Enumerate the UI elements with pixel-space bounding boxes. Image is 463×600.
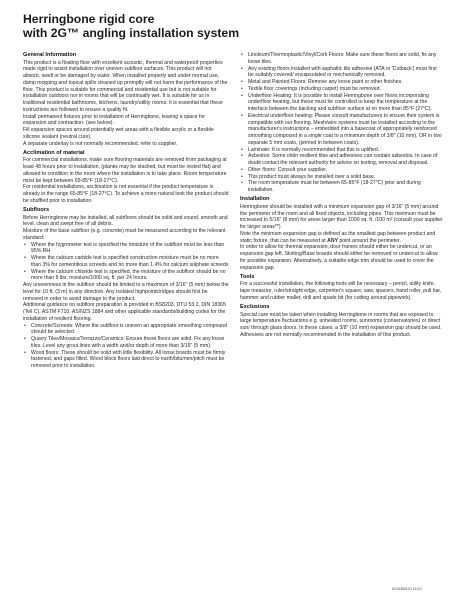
list-item: • This product must always be installed over a solid base. (240, 174, 443, 181)
list-item: • Wood floors: These should be solid with little flexibility. All loose boards must be firmly fastened, and gaps filled. Wood block floors laid direct to earth/bitumen/pitch must be removed prior to installation. (23, 350, 229, 370)
acclimation-para: For commercial installations, make sure flooring materials are removed from packaging at least 48 hours prior to installation, (planks may be stacked, but must be rested flat) and allowed to condition in the room where the installation is to take place. Room temperature must be kept between 65-85°F (18-27°C). (23, 157, 227, 184)
exclusions-heading: Exclusions (240, 304, 270, 310)
general-para: Fill expansion spaces around potentially wet areas with a flexible acrylic or a flexible silicone sealant (neutral cure). (23, 127, 214, 140)
list-item: • Where the hygrometer test is specified the moisture of the subfloor must be less than 95% RH (23, 242, 229, 256)
list-item: • Metal and Painted Floors: Remove any loose paint or other finishes. (240, 79, 443, 86)
subfloors-intro: Before Herringbone may be installed, all subfloors should be solid and sound, smooth and level, clean and swept free of all debris. (23, 214, 228, 228)
list-item: • Where the calcium chloride test is specified, the moisture of the subfloor should be no more than 8 lbs. moisture/1000 sq. ft. per 24 hours. (23, 269, 229, 283)
list-item: • Asbestos: Some older resilient tiles and adhesives can contain asbestos. In case of doubt contact the relevant authority for advice on testing, removal and disposal. (240, 153, 443, 167)
general-para: This product is a floating floor with excellent acoustic, thermal and waterproof properties made rigid to assist installation over uneven subfloor surfaces. This product will not absorb, swell or be damaged by water. When installed properly and under normal use, damp mopping and topical spills cleaned up promptly will not harm the performance of the floor. This product is suitable for commercial and residential use but is not suitable for installation outdoors nor in rooms that will be continually wet. It is suitable for us in traditional residential bathrooms, kitchens, laundry/utility rooms. It is essential that these instructions are followed to ensure a quality fit. (23, 59, 228, 113)
subfloors-moisture: Moisture of the base subfloor (e.g. concrete) must be measured according to the relevant standard: (23, 228, 226, 241)
title-line-2: with 2G™ angling installation system (23, 26, 240, 40)
moisture-list (23, 242, 229, 283)
right-column (240, 52, 443, 339)
installation-note-text: point around the perimeter. (338, 237, 401, 244)
left-column (23, 52, 229, 370)
tools-para: For a successful installation, the following tools will be necessary – pencil, utility knife, tape measure, ruler/straight edge, carpenter's square, saw, spacers, hand roller, pull bar, hammer and rubber mallet, drill and spade bit (for cutting around pipework). (240, 281, 442, 301)
list-item: • Any existing floors installed with asphaltic tile adhesive (ATA or 'Cutback') must first be suitably covered/ encapsulated or mechanically removed. (240, 66, 443, 80)
document-code: K015350UO 11/19 (392, 587, 422, 591)
list-item: • Quarry Tiles/Mosaics/Terrazzo/Ceramics: Ensure these floors are solid. Fix any loose tiles. Level any grout lines with a width and/or depth of more than 3/16" (5 mm). (23, 336, 229, 350)
subfloors-heading: Subfloors (23, 207, 50, 213)
subfloor-types-list (23, 323, 229, 370)
general-heading: General Information (23, 52, 77, 58)
installation-para: In order to allow for thermal expansion, door frames should either be undercut, or an expansion gap left. Skirting/Base boards should either be removed or undercut to allow for possible expansion. Alternatively, a suitable edge trim should be used to cover the expansion gap. (240, 244, 438, 271)
list-item: • Textile floor coverings (including carpet) must be removed. (240, 86, 443, 93)
exclusions-para: Special care must be taken when installing Herringbone in rooms that are exposed to large temperature fluctuations e.g. unheated rooms, sunrooms (conservatories) or direct sun/ through glass doors. In these cases, a 3/8" (10 mm) expansion gap should be used. (240, 311, 442, 331)
list-item: • Other floors: Consult your supplier. (240, 167, 443, 174)
tools-heading: Tools (240, 273, 255, 280)
list-item: • Laminate: It is normally recommended that this is uplifted. (240, 147, 443, 154)
subfloors-guidance: Additional guidance on subfloor preparation is provided in BS8203, DTU 53.2, DIN 18365 (Teil C), ASTM F710, AS/NZS 1884 and other applicable standards/building codes for the installation of resilient flooring. (23, 302, 226, 322)
general-para: A separate underlay is not normally recommended, refer to supplier. (23, 140, 178, 147)
list-item: • The room temperature must be between 65-85°F (18-27°C) prior and during installation. (240, 180, 443, 194)
list-item: • Concrete/Screeds: Where the subfloor is uneven an appropriate smoothing compound should be selected. (23, 323, 229, 337)
title-line-1: Herringbone rigid core (23, 12, 155, 26)
installation-para: Herringbone should be installed with a minimum expansion gap of 3/16" (5 mm) around the perimeter of the room and all fixed objects, including pipes. This minimum must be increased to 5/16" (8 mm) for areas larger than 1000 sq. ft. /100 m² (consult your supplier for larger areas**) (240, 203, 443, 230)
subfloors-unevenness: Any unevenness in the subfloor should be limited to a maximum of 3/16" (5 mm) below the level for 10 ft. (3 m) in any direction. Any isolated highpoints/ridges should first be removed in order to avoid damage to the product. (23, 282, 229, 302)
list-item: • Linoleum/Thermoplastic/Vinyl/Cork Floors: Make sure these floors are solid, fix any loose tiles. (240, 52, 443, 66)
acclimation-heading: Acclimation of material (23, 149, 85, 156)
acclimation-para: For residential installations, acclimation is not essential if the product temperature is already in the range 65-85°F (18-27°C). To achieve a more natural look the product should be shuffled prior to installation. (23, 184, 229, 204)
general-para: Install permanent fixtures prior to installation of Herringbone, leaving a space for expansion and contraction. (see below). (23, 113, 206, 127)
list-item: • Electrical underfloor heating: Please consult manufacturers to ensure their system is compatible with our flooring. Mesh/wire systems must be installed according to the manufacturer's instructions – embedded into a basecoat of appropriately reinforced smoothing compound in a single coat to a minimum depth of 3/8" (10 mm), OR in two separate 5 mm coats, (primed in between coats). (240, 113, 443, 147)
floor-types-list (240, 52, 443, 194)
installation-note-emphasis: ANY (327, 237, 339, 244)
installation-note (240, 231, 443, 245)
exclusions-para: Adhesives are not normally recommended in the installation of this product. (240, 331, 412, 338)
page-title (23, 12, 443, 40)
list-item: • Underfloor Heating: It is possible to install Herringbone over floors incorporating underfloor heating, but these must be controlled to keep the temperature at the interface between the backing and subfloor surface at no more than 85°F (27°C). (240, 93, 443, 113)
installation-note-text: Note the minimum expansion gap is defined as the smallest gap between product and static fixture, that can be measured at (240, 230, 436, 244)
installation-heading: Installation (240, 196, 270, 203)
list-item: • Where the calcium carbide test is specified construction moisture must be no more than 3% for cementitious screeds and no more than 1.4% for calcium sulphate screeds (23, 255, 229, 269)
